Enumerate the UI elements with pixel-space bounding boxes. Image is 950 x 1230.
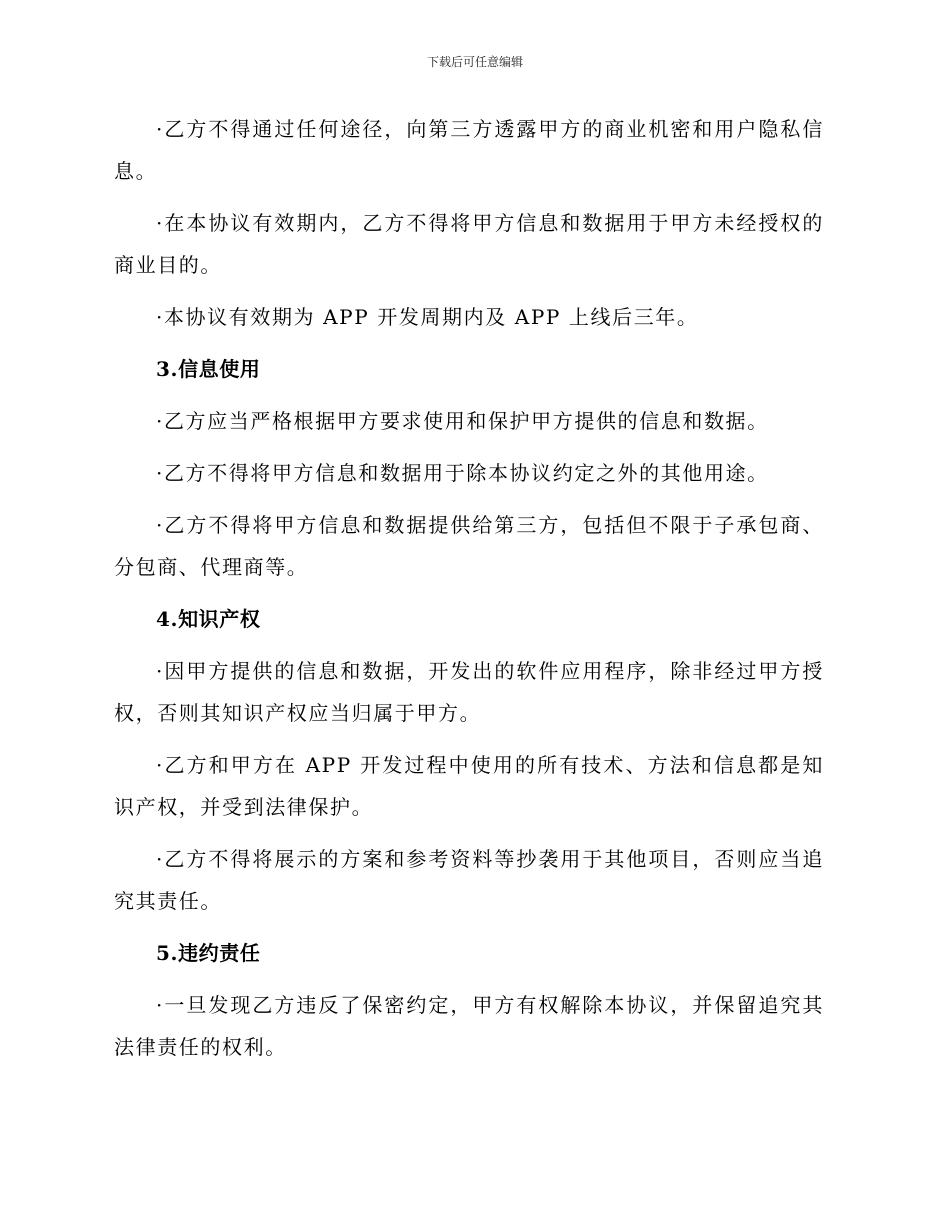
- document-body: [114, 108, 824, 1078]
- paragraph: ·乙方不得将展示的方案和参考资料等抄袭用于其他项目，否则应当追究其责任。: [114, 847, 824, 913]
- paragraph: ·一旦发现乙方违反了保密约定，甲方有权解除本协议，并保留追究其法律责任的权利。: [114, 993, 824, 1059]
- paragraph: ·乙方不得将甲方信息和数据提供给第三方，包括但不限于子承包商、分包商、代理商等。: [114, 513, 824, 579]
- paragraph: ·因甲方提供的信息和数据，开发出的软件应用程序，除非经过甲方授权，否则其知识产权应当归属于甲方。: [114, 659, 824, 725]
- paragraph: ·乙方不得通过任何途径，向第三方透露甲方的商业机密和用户隐私信息。: [114, 117, 824, 183]
- section-heading: 5.违约责任: [156, 941, 261, 965]
- paragraph: ·在本协议有效期内，乙方不得将甲方信息和数据用于甲方未经授权的商业目的。: [114, 211, 824, 277]
- paragraph: ·乙方应当严格根据甲方要求使用和保护甲方提供的信息和数据。: [156, 409, 769, 433]
- paragraph: ·本协议有效期为 APP 开发周期内及 APP 上线后三年。: [156, 305, 699, 329]
- paragraph: ·乙方和甲方在 APP 开发过程中使用的所有技术、方法和信息都是知识产权，并受到法律保护。: [114, 753, 824, 819]
- page-header: 下载后可任意编辑: [426, 55, 523, 69]
- section-heading: 4.知识产权: [156, 607, 261, 631]
- section-heading: 3.信息使用: [156, 357, 261, 381]
- paragraph: ·乙方不得将甲方信息和数据用于除本协议约定之外的其他用途。: [156, 461, 769, 485]
